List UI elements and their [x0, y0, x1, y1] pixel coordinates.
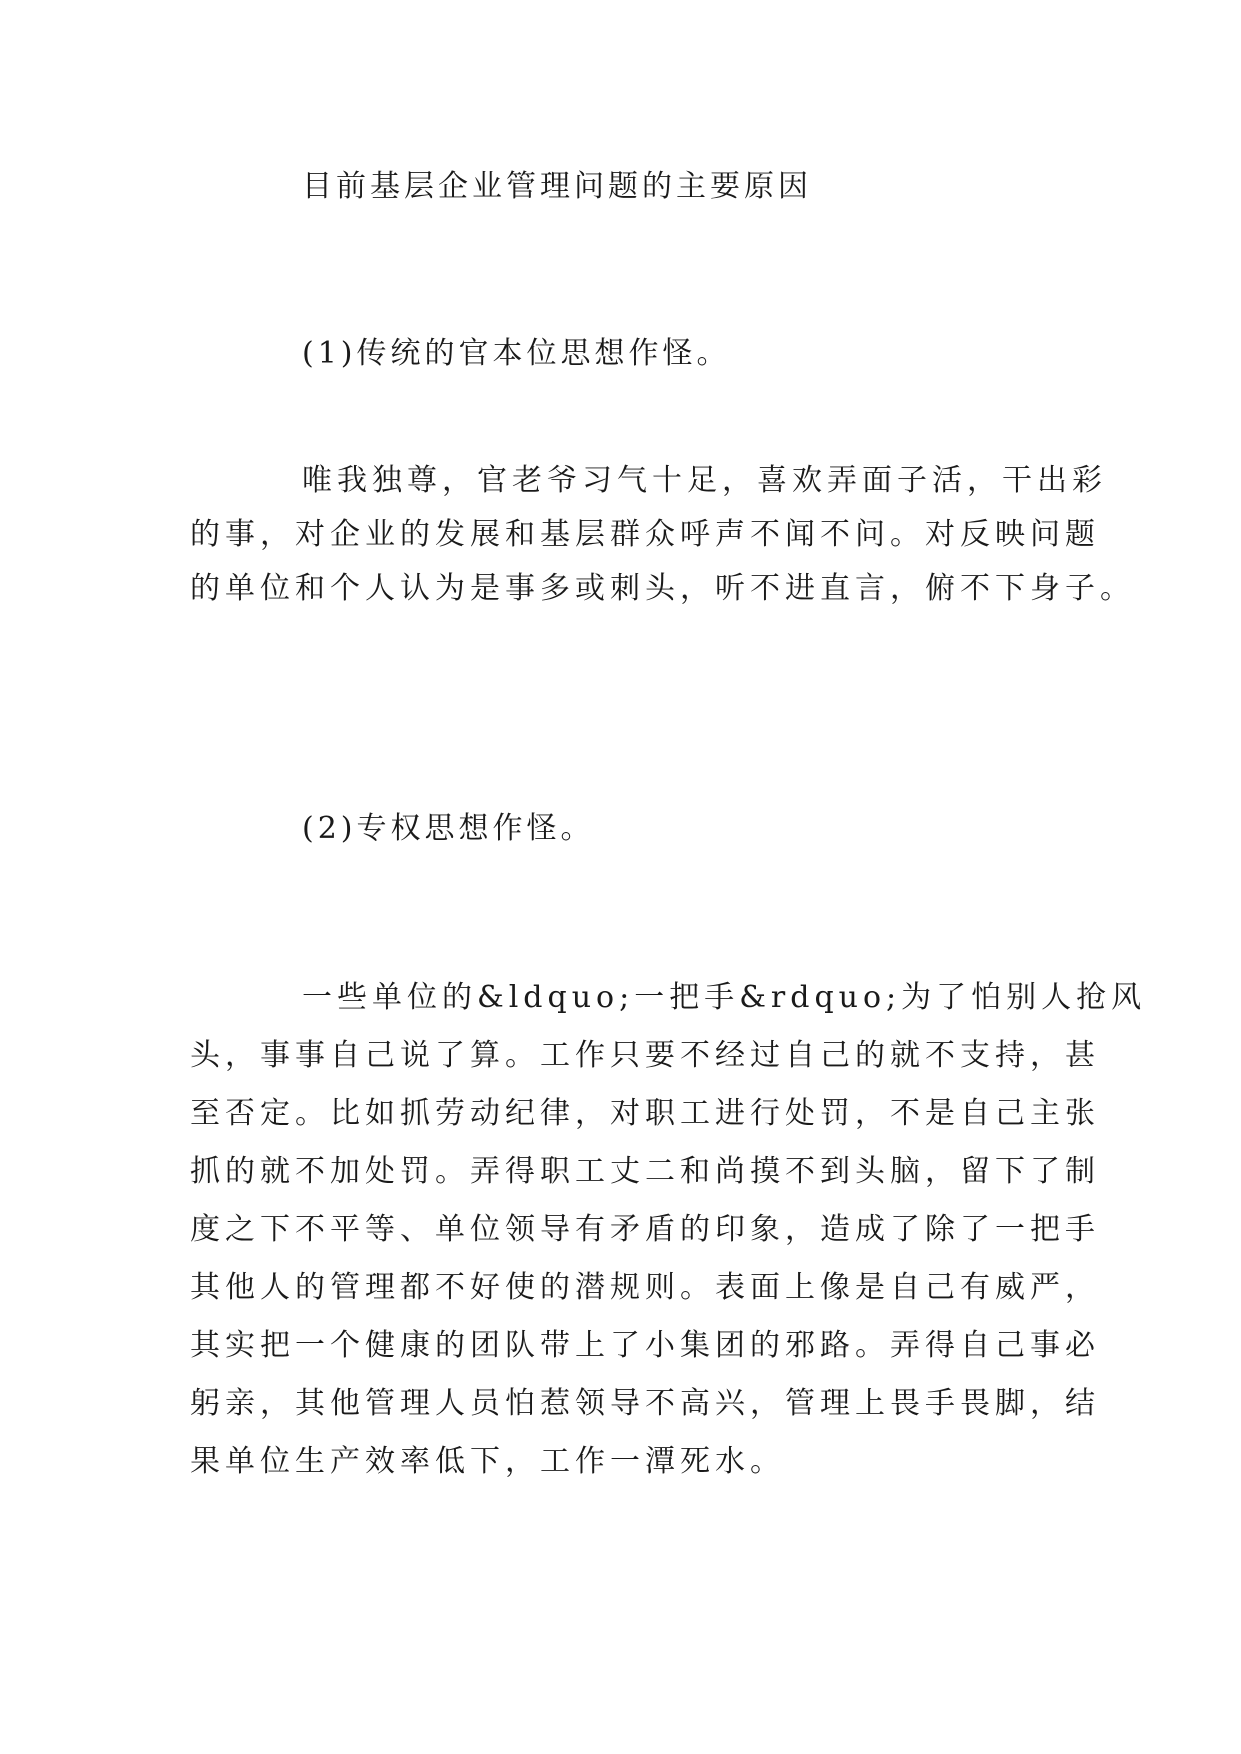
paragraph-line: 躬亲，其他管理人员怕惹领导不高兴，管理上畏手畏脚，结 — [190, 1386, 1100, 1421]
paragraph-line: 抓的就不加处罚。弄得职工丈二和尚摸不到头脑，留下了制 — [190, 1154, 1100, 1189]
document-title: 目前基层企业管理问题的主要原因 — [302, 169, 812, 204]
paragraph-line: 一些单位的&ldquo;一把手&rdquo;为了怕别人抢风 — [302, 980, 1147, 1015]
paragraph-line: 其实把一个健康的团队带上了小集团的邪路。弄得自己事必 — [190, 1328, 1100, 1363]
section-1-heading: (1)传统的官本位思想作怪。 — [302, 336, 731, 371]
paragraph-line: 度之下不平等、单位领导有矛盾的印象，造成了除了一把手 — [190, 1212, 1100, 1247]
paragraph-line: 唯我独尊，官老爷习气十足，喜欢弄面子活，干出彩 — [302, 463, 1107, 498]
section-2-heading: (2)专权思想作怪。 — [302, 811, 595, 846]
paragraph-line: 头，事事自己说了算。工作只要不经过自己的就不支持，甚 — [190, 1038, 1100, 1073]
paragraph-line: 果单位生产效率低下，工作一潭死水。 — [190, 1444, 785, 1479]
paragraph-line: 的事，对企业的发展和基层群众呼声不闻不问。对反映问题 — [190, 517, 1100, 552]
paragraph-line: 至否定。比如抓劳动纪律，对职工进行处罚，不是自己主张 — [190, 1096, 1100, 1131]
paragraph-line: 的单位和个人认为是事多或刺头，听不进直言，俯不下身子。 — [190, 571, 1135, 606]
paragraph-line: 其他人的管理都不好使的潜规则。表面上像是自己有威严， — [190, 1270, 1100, 1305]
